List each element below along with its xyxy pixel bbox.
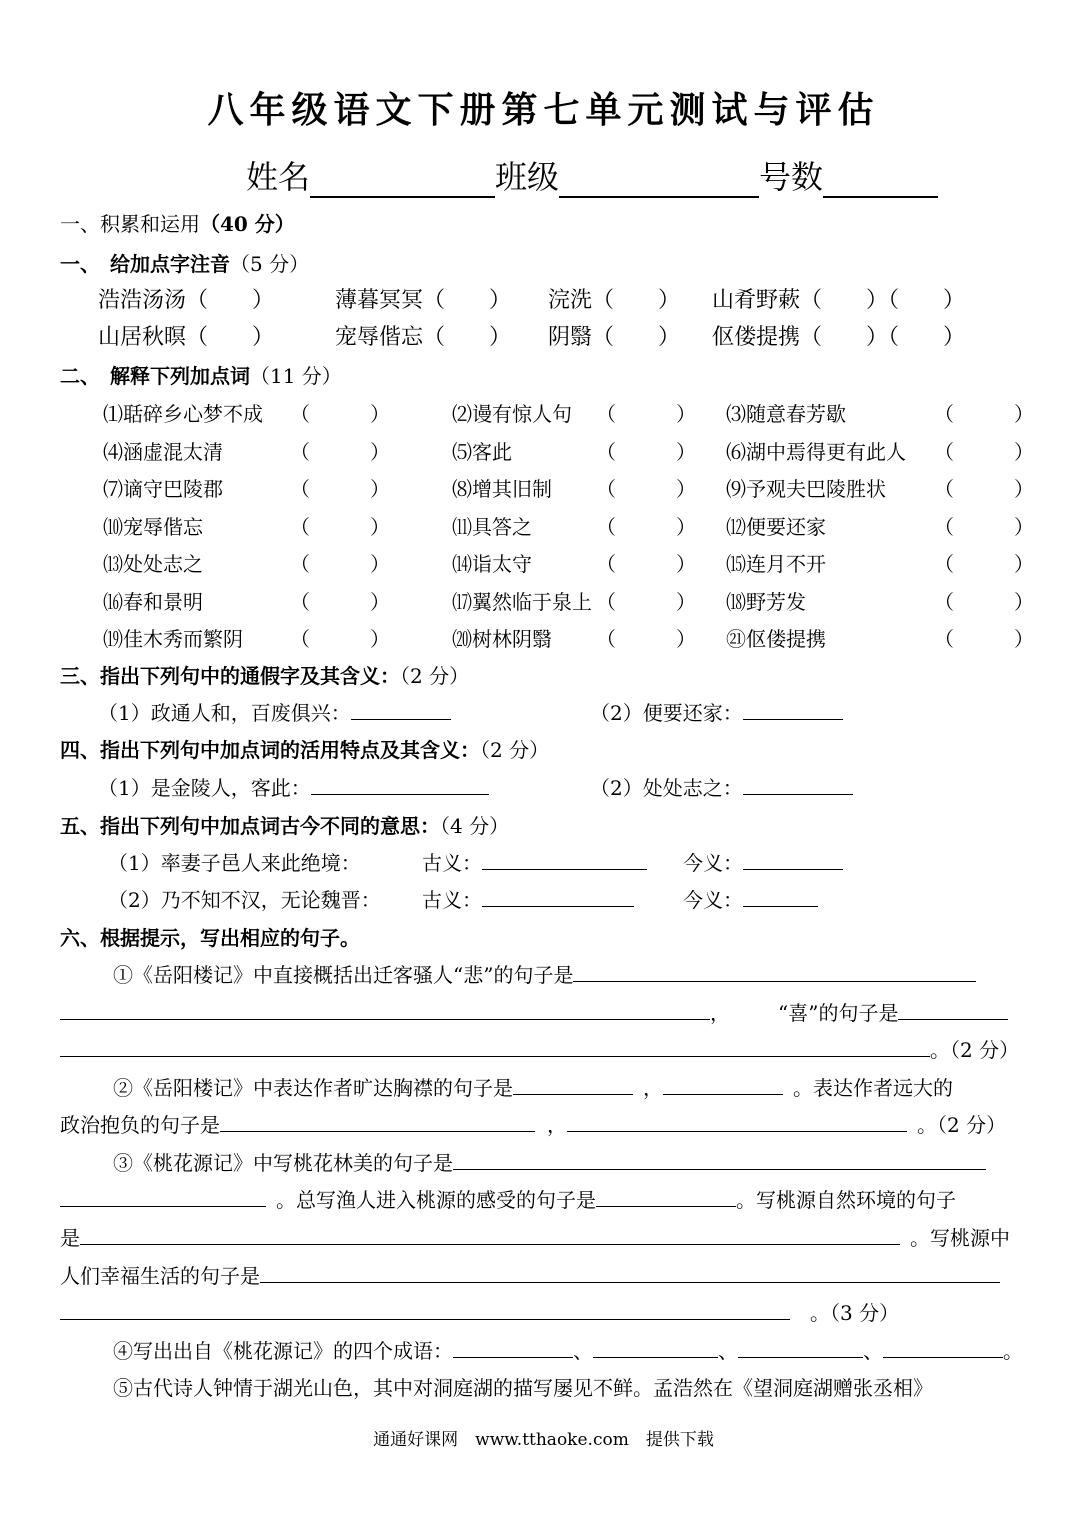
s2-item-label: ⒇树林阴翳 <box>452 627 552 651</box>
answer-blank[interactable] <box>593 1356 718 1358</box>
s2-answer-paren[interactable]: （ ） <box>596 589 696 614</box>
answer-blank[interactable] <box>60 1318 790 1320</box>
part1-points: （40 分） <box>200 212 295 236</box>
s4-label: 四、指出下列句中加点词的活用特点及其含义： <box>60 738 480 762</box>
s3-heading <box>60 660 469 689</box>
s1-item: 薄暮冥冥（ ） <box>335 288 512 313</box>
s2-answer-paren[interactable]: （ ） <box>290 552 390 576</box>
s2-answer-paren[interactable]: （ ） <box>596 514 696 539</box>
answer-blank[interactable] <box>743 868 843 870</box>
name-field[interactable] <box>310 166 495 198</box>
s6-q3-text5: 。写桃源中 <box>910 1226 1010 1250</box>
separator: 、 <box>863 1339 883 1363</box>
answer-blank[interactable] <box>80 1243 900 1245</box>
s2-item-label: ㉑伛偻提携 <box>726 627 826 651</box>
s2-item-label: ⑺谪守巴陵郡 <box>103 477 223 501</box>
s5-q2-ancient <box>422 884 634 913</box>
s1-item: 浣洗（ ） <box>548 288 681 313</box>
s2-item-label: ⑿便要还家 <box>726 514 826 539</box>
s1-heading <box>60 248 309 277</box>
s2-answer-paren[interactable]: （ ） <box>934 439 1034 464</box>
s6-q4-text: ④写出出自《桃花源记》的四个成语： <box>113 1339 453 1363</box>
s1-item: 宠辱偕忘（ ） <box>335 325 512 350</box>
s5-q1-modern <box>683 847 843 876</box>
s2-answer-paren[interactable]: （ ） <box>290 514 390 539</box>
s3-q2-text: （2）便要还家： <box>590 701 743 725</box>
s6-q2-text2: 政治抱负的句子是 <box>60 1113 220 1137</box>
comma: ， <box>547 1113 567 1137</box>
number-field[interactable] <box>823 166 938 198</box>
answer-blank[interactable] <box>482 905 634 907</box>
s6-q2-text: ②《岳阳楼记》中表达作者旷达胸襟的句子是 <box>113 1076 513 1100</box>
s2-item-label: ⑼予观夫巴陵胜状 <box>726 477 886 501</box>
s6-q2-line2 <box>60 1109 1006 1138</box>
s6-q2-line1 <box>113 1072 953 1101</box>
s4-q2-text: （2）处处志之： <box>590 776 743 800</box>
s6-q3-line3 <box>60 1222 1010 1251</box>
s6-q1-points: 。（2 分） <box>930 1038 1020 1062</box>
s2-answer-paren[interactable]: （ ） <box>596 552 696 576</box>
part1-heading <box>60 208 295 237</box>
s2-item-label: ⑾具答之 <box>452 514 532 539</box>
s6-q3-line5 <box>60 1297 899 1326</box>
part1-label: 一、积累和运用 <box>60 212 200 236</box>
s2-item-label: ⒃春和景明 <box>103 589 203 614</box>
answer-blank[interactable] <box>260 1281 1000 1283</box>
answer-blank[interactable] <box>663 1093 783 1095</box>
s2-answer-paren[interactable]: （ ） <box>596 439 696 464</box>
answer-blank[interactable] <box>883 1356 1003 1358</box>
s2-answer-paren[interactable]: （ ） <box>934 477 1034 501</box>
s6-q3-text2: 。总写渔人进入桃源的感受的句子是 <box>276 1188 596 1212</box>
s2-answer-paren[interactable]: （ ） <box>290 627 390 651</box>
s3-points: （2 分） <box>400 664 470 688</box>
s5-q1-text: （1）率妻子邑人来此绝境： <box>108 851 361 875</box>
s4-q2 <box>590 772 853 801</box>
s6-q3-line1 <box>113 1147 986 1176</box>
answer-blank[interactable] <box>573 980 976 982</box>
s2-answer-paren[interactable]: （ ） <box>934 627 1034 651</box>
s3-q1-text: （1）政通人和，百废俱兴： <box>98 701 351 725</box>
answer-blank[interactable] <box>60 1205 266 1207</box>
answer-blank[interactable] <box>220 1130 535 1132</box>
s2-answer-paren[interactable]: （ ） <box>934 552 1034 576</box>
answer-blank[interactable] <box>453 1168 986 1170</box>
s2-item-label: ⑶随意春芳歇 <box>726 402 846 426</box>
s1-item: 伛偻提携（ ）（ ） <box>712 325 966 350</box>
s2-answer-paren[interactable]: （ ） <box>934 402 1034 426</box>
s2-answer-paren[interactable]: （ ） <box>290 439 390 464</box>
s5-heading <box>60 810 509 839</box>
s6-q1-text: ①《岳阳楼记》中直接概括出迁客骚人“悲”的句子是 <box>113 963 574 987</box>
comma: ， <box>643 1076 663 1100</box>
s2-item-label: ⑷涵虚混太清 <box>103 439 223 464</box>
s2-answer-paren[interactable]: （ ） <box>934 589 1034 614</box>
answer-blank[interactable] <box>60 1018 710 1020</box>
s5-q1-ancient <box>422 847 647 876</box>
s6-q3-text3: 。写桃源自然环境的句子 <box>736 1188 956 1212</box>
s5-points: （4 分） <box>440 814 510 838</box>
s6-q3-text6: 人们幸福生活的句子是 <box>60 1264 260 1288</box>
s1-item: 阴翳（ ） <box>548 325 681 350</box>
s6-q1-line2 <box>60 997 1008 1026</box>
answer-blank[interactable] <box>567 1130 907 1132</box>
answer-blank[interactable] <box>743 718 843 720</box>
period: 。 <box>1003 1339 1023 1363</box>
ancient-label: 古义： <box>422 851 482 875</box>
s6-q5: ⑤古代诗人钟情于湖光山色，其中对洞庭湖的描写屡见不鲜。孟浩然在《望洞庭湖赠张丞相》 <box>113 1376 933 1400</box>
answer-blank[interactable] <box>351 718 451 720</box>
s5-q2-text: （2）乃不知不汉，无论魏晋： <box>108 888 381 912</box>
answer-blank[interactable] <box>743 905 818 907</box>
s2-heading <box>60 360 342 389</box>
footer-credit: 通通好课网 www.tthaoke.com 提供下载 <box>373 1430 714 1450</box>
answer-blank[interactable] <box>743 793 853 795</box>
separator: 、 <box>718 1339 738 1363</box>
name-label: 姓名 <box>246 158 311 196</box>
answer-blank[interactable] <box>513 1093 633 1095</box>
page-title: 八年级语文下册第七单元测试与评估 <box>207 89 880 131</box>
answer-blank[interactable] <box>482 868 647 870</box>
s2-answer-paren[interactable]: （ ） <box>934 514 1034 539</box>
s6-q3-text4: 是 <box>60 1226 80 1250</box>
s5-q2-modern <box>683 884 818 913</box>
s2-item-label: ⑹湖中焉得更有此人 <box>726 439 906 464</box>
number-label: 号数 <box>759 158 824 196</box>
modern-label: 今义： <box>683 888 743 912</box>
s2-points: （11 分） <box>250 364 342 388</box>
s6-q3-line2 <box>60 1184 956 1213</box>
class-field[interactable] <box>559 166 759 198</box>
s2-label: 二、 解释下列加点词 <box>60 364 250 388</box>
s6-q4 <box>113 1335 1023 1364</box>
s2-answer-paren[interactable]: （ ） <box>290 477 390 501</box>
answer-blank[interactable] <box>738 1356 863 1358</box>
ancient-label: 古义： <box>422 888 482 912</box>
s2-answer-paren[interactable]: （ ） <box>290 402 390 426</box>
s2-item-label: ⒄翼然临于泉上 <box>452 589 592 614</box>
s2-item-label: ⑻增其旧制 <box>452 477 552 501</box>
s2-item-label: ⑴聒碎乡心梦不成 <box>103 402 263 426</box>
modern-label: 今义： <box>683 851 743 875</box>
s6-heading: 六、根据提示，写出相应的句子。 <box>60 926 360 950</box>
answer-blank[interactable] <box>898 1018 1008 1020</box>
s2-item-label: ⒂连月不开 <box>726 552 826 576</box>
s3-q1 <box>98 697 451 726</box>
separator: 、 <box>573 1339 593 1363</box>
s6-q3-points: 。（3 分） <box>810 1301 900 1325</box>
s1-points: （5 分） <box>230 252 310 276</box>
s6-q3-text: ③《桃花源记》中写桃花林美的句子是 <box>113 1151 453 1175</box>
answer-blank[interactable] <box>60 1055 930 1057</box>
s6-q2-points: 。（2 分） <box>917 1113 1007 1137</box>
s2-answer-paren[interactable]: （ ） <box>596 627 696 651</box>
s2-answer-paren[interactable]: （ ） <box>596 402 696 426</box>
s2-item-label: ⒀处处志之 <box>103 552 203 576</box>
class-label: 班级 <box>495 158 560 196</box>
s1-label: 一、 给加点字注音 <box>60 252 230 276</box>
s6-q1-line1 <box>113 959 976 988</box>
s2-item-label: ⑽宠辱偕忘 <box>103 514 203 539</box>
s2-item-label: ⒅野芳发 <box>726 589 806 614</box>
s2-item-label: ⒆佳木秀而繁阴 <box>103 627 243 651</box>
answer-blank[interactable] <box>596 1205 736 1207</box>
s3-q2 <box>590 697 843 726</box>
comma: ， <box>710 1001 730 1025</box>
s1-item: 浩浩汤汤（ ） <box>98 288 275 313</box>
s4-heading <box>60 734 549 763</box>
s6-q1-xi-text: “喜”的句子是 <box>778 1001 899 1025</box>
s4-q1-text: （1）是金陵人，客此： <box>98 776 311 800</box>
s5-label: 五、指出下列句中加点词古今不同的意思： <box>60 814 440 838</box>
s4-points: （2 分） <box>480 738 550 762</box>
s2-answer-paren[interactable]: （ ） <box>290 589 390 614</box>
s2-item-label: ⑸客此 <box>452 439 512 464</box>
s6-q2-cont: 。表达作者远大的 <box>793 1076 953 1100</box>
s1-item: 山居秋暝（ ） <box>98 325 275 350</box>
s1-item: 山肴野蔌（ ）（ ） <box>712 288 966 313</box>
s2-item-label: ⒁诣太守 <box>452 552 532 576</box>
s3-label: 三、指出下列句中的通假字及其含义： <box>60 664 400 688</box>
s4-q1 <box>98 772 489 801</box>
s6-q1-line3 <box>60 1034 1019 1063</box>
answer-blank[interactable] <box>311 793 489 795</box>
s6-q3-line4 <box>60 1260 1000 1289</box>
answer-blank[interactable] <box>453 1356 573 1358</box>
s2-answer-paren[interactable]: （ ） <box>596 477 696 501</box>
student-info-row <box>246 152 938 198</box>
s2-item-label: ⑵谩有惊人句 <box>452 402 572 426</box>
